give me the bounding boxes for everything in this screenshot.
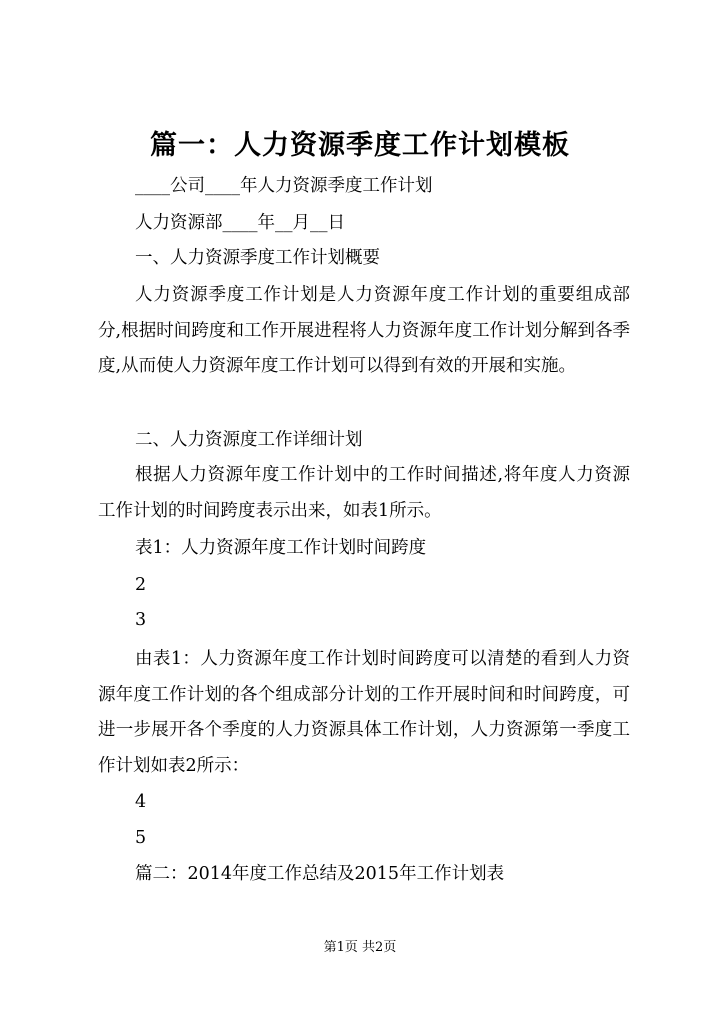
list-item-3: 3 <box>135 610 147 630</box>
document-title: 篇一：人力资源季度工作计划模板 <box>150 130 570 161</box>
department-date-line: 人力资源部____年__月__日 <box>135 213 345 233</box>
analysis-paragraph: 由表1：人力资源年度工作计划时间跨度可以清楚的看到人力资源年度工作计划的各个组成部分计划的工作开展时间和时间跨度，可进一步展开各个季度的人力资源具体工作计划，人力资源第一季度工作计划如表2所示： <box>98 649 630 776</box>
page-number-footer: 第1页 共2页 <box>323 940 397 955</box>
section-2-paragraph: 根据人力资源年度工作计划中的工作时间描述,将年度人力资源工作计划的时间跨度表示出来，如表1所示。 <box>98 465 630 521</box>
section-2-heading: 二、人力资源度工作详细计划 <box>135 430 363 450</box>
company-plan-line: ____公司____年人力资源季度工作计划 <box>135 176 433 196</box>
table-1-caption: 表1：人力资源年度工作计划时间跨度 <box>135 538 427 558</box>
section-1-paragraph: 人力资源季度工作计划是人力资源年度工作计划的重要组成部分,根据时间跨度和工作开展进程将人力资源年度工作计划分解到各季度,从而使人力资源年度工作计划可以得到有效的开展和实施。 <box>98 285 630 376</box>
part-2-heading: 篇二：2014年度工作总结及2015年工作计划表 <box>135 864 505 884</box>
section-1-heading: 一、人力资源季度工作计划概要 <box>135 248 380 268</box>
list-item-5: 5 <box>135 828 147 848</box>
list-item-4: 4 <box>135 792 147 812</box>
list-item-2: 2 <box>135 575 147 595</box>
